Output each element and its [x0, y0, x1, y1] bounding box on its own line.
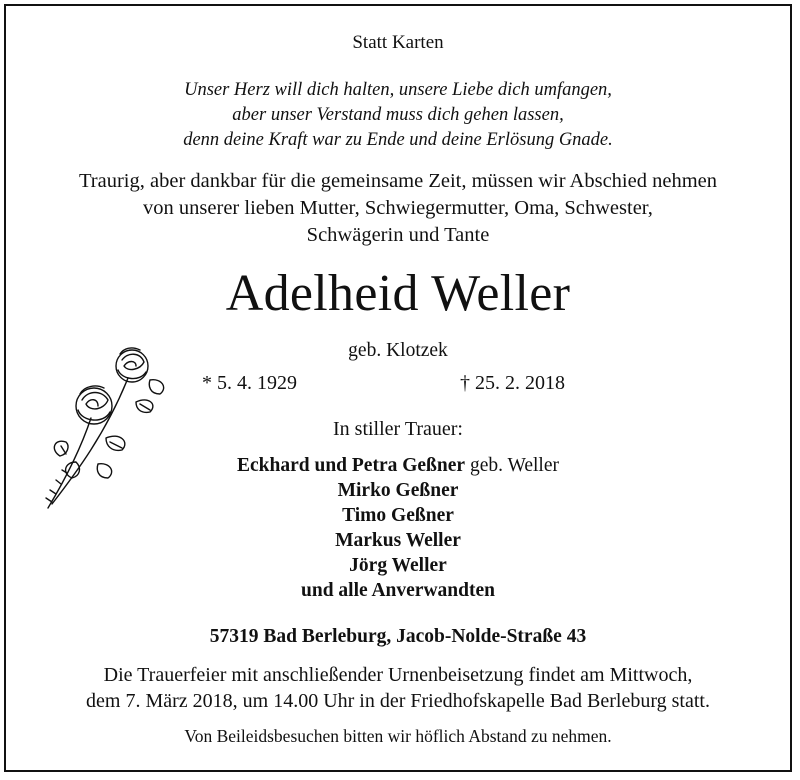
funeral-line-1: Die Trauerfeier mit anschließender Urnenbeisetzung findet am Mittwoch,: [103, 664, 693, 686]
family-member: Jörg Weller: [349, 555, 447, 576]
intro-line-3: Schwägerin und Tante: [306, 224, 490, 246]
intro-line-1: Traurig, aber dankbar für die gemeinsame Zeit, müssen wir Abschied nehmen: [79, 170, 717, 192]
obituary-notice: [4, 4, 792, 772]
intro-line-2: von unserer lieben Mutter, Schwiegermutter, Oma, Schwester,: [143, 197, 653, 219]
verse-line-2: aber unser Verstand muss dich gehen lassen,: [232, 105, 564, 125]
family-first-line: [6, 454, 790, 479]
condolence-request: Von Beileidsbesuchen bitten wir höflich Abstand zu nehmen.: [184, 726, 612, 746]
maiden-name: geb. Klotzek: [348, 340, 448, 361]
birth-date: * 5. 4. 1929: [202, 372, 297, 394]
funeral-line-2: dem 7. März 2018, um 14.00 Uhr in der Friedhofskapelle Bad Berleburg statt.: [86, 690, 710, 712]
deceased-name: Adelheid Weller: [225, 265, 571, 322]
verse-line-1: Unser Herz will dich halten, unsere Liebe dich umfangen,: [184, 80, 612, 100]
death-date: † 25. 2. 2018: [460, 372, 565, 394]
family-member: und alle Anverwandten: [301, 580, 495, 601]
address: 57319 Bad Berleburg, Jacob-Nolde-Straße 43: [209, 626, 587, 647]
verse-line-3: denn deine Kraft war zu Ende und deine Erlösung Gnade.: [183, 130, 613, 150]
family-member: Markus Weller: [335, 530, 461, 551]
family-member: Mirko Geßner: [337, 480, 459, 501]
family-first-maiden: geb. Weller: [465, 455, 559, 476]
family-member: Timo Geßner: [342, 505, 454, 526]
header-statt-karten: Statt Karten: [352, 32, 444, 53]
mourning-label: In stiller Trauer:: [333, 418, 463, 440]
family-first-name: Eckhard und Petra Geßner: [237, 455, 466, 476]
